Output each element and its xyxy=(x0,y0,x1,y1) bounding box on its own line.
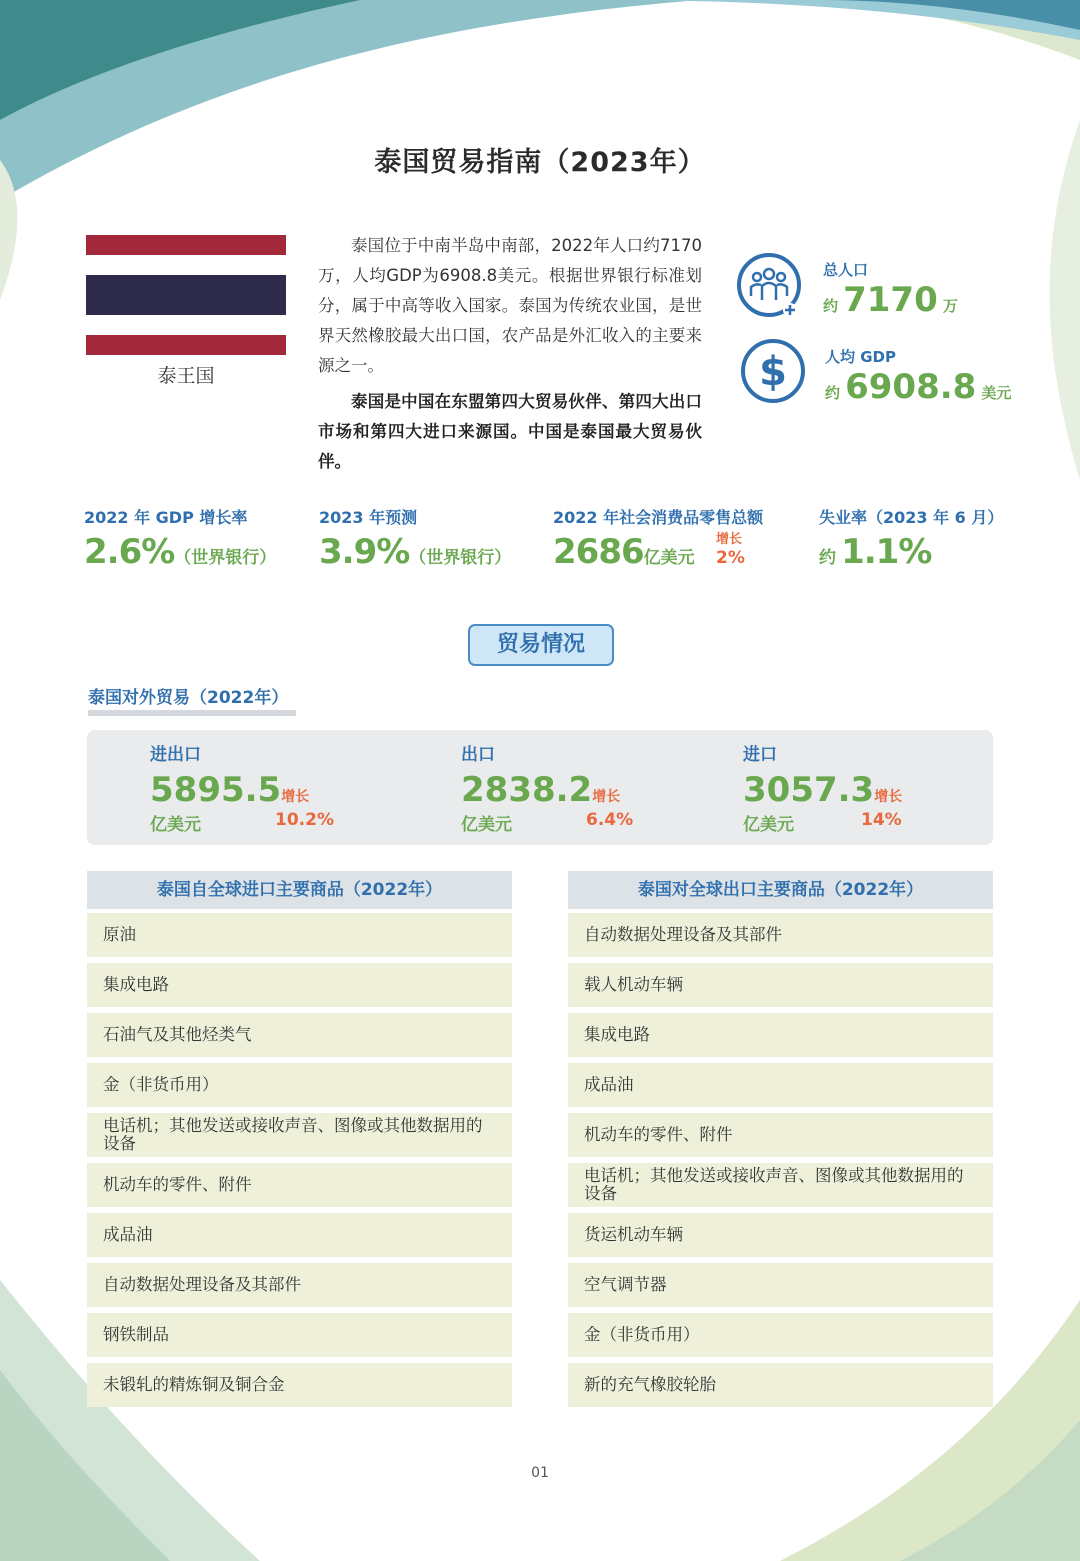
retail-growth-label: 增长 xyxy=(716,532,743,547)
table-row: 机动车的零件、附件 xyxy=(568,1113,993,1157)
gdp-growth-value: 2.6%（世界银行） xyxy=(84,532,277,572)
table-row: 成品油 xyxy=(87,1213,512,1257)
table-row: 自动数据处理设备及其部件 xyxy=(568,913,993,957)
trade-summary xyxy=(87,730,993,845)
retail-value: 2686亿美元 xyxy=(553,532,695,572)
table-row: 金（非货币用） xyxy=(568,1313,993,1357)
trade-total: 进出口 5895.5增长 亿美元 10.2% xyxy=(150,745,334,835)
table-row: 集成电路 xyxy=(87,963,512,1007)
population-label: 总人口 xyxy=(823,261,869,279)
intro-highlight: 泰国是中国在东盟第四大贸易伙伴、第四大出口市场和第四大进口来源国。中国是泰国最大贸易伙伴。 xyxy=(318,392,702,471)
table-row: 载人机动车辆 xyxy=(568,963,993,1007)
page-number: 01 xyxy=(531,1465,549,1481)
people-icon xyxy=(736,252,802,318)
table-row: 货运机动车辆 xyxy=(568,1213,993,1257)
table-row: 空气调节器 xyxy=(568,1263,993,1307)
retail-growth-value: 2% xyxy=(716,548,745,568)
table-row: 成品油 xyxy=(568,1063,993,1107)
table-row: 机动车的零件、附件 xyxy=(87,1163,512,1207)
trade-subtitle: 泰国对外贸易（2022年） xyxy=(88,683,296,716)
table-row: 未锻轧的精炼铜及铜合金 xyxy=(87,1363,512,1407)
table-row: 石油气及其他烃类气 xyxy=(87,1013,512,1057)
unemployment-label: 失业率（2023 年 6 月） xyxy=(819,508,1004,527)
svg-text:$: $ xyxy=(759,349,787,395)
country-name: 泰王国 xyxy=(157,365,215,387)
table-row: 电话机；其他发送或接收声音、图像或其他数据用的设备 xyxy=(568,1163,993,1207)
gdp-per-capita-label: 人均 GDP xyxy=(825,348,896,366)
unemployment-value: 约 1.1% xyxy=(819,532,932,572)
thailand-flag xyxy=(86,235,286,355)
exports-table-title: 泰国对全球出口主要商品（2022年） xyxy=(568,871,993,909)
table-row: 钢铁制品 xyxy=(87,1313,512,1357)
trade-export: 出口 2838.2增长 亿美元 6.4% xyxy=(461,745,634,835)
section-badge: 贸易情况 xyxy=(468,624,614,666)
imports-table xyxy=(87,871,512,1411)
trade-import: 进口 3057.3增长 亿美元 14% xyxy=(743,745,903,835)
imports-table-title: 泰国自全球进口主要商品（2022年） xyxy=(87,871,512,909)
table-row: 电话机；其他发送或接收声音、图像或其他数据用的设备 xyxy=(87,1113,512,1157)
intro-text xyxy=(318,231,702,483)
forecast-value: 3.9%（世界银行） xyxy=(319,532,512,572)
table-row: 金（非货币用） xyxy=(87,1063,512,1107)
population-value: 约 7170 万 xyxy=(823,280,958,320)
table-row: 新的充气橡胶轮胎 xyxy=(568,1363,993,1407)
gdp-per-capita-value: 约 6908.8 美元 xyxy=(825,367,1012,407)
intro-paragraph: 泰国位于中南半岛中南部，2022年人口约7170万，人均GDP为6908.8美元。根据世界银行标准划分，属于中高等收入国家。泰国为传统农业国，是世界天然橡胶最大出口国，农产品是外汇收入的主要来源之一。 xyxy=(318,236,702,375)
gdp-growth-label: 2022 年 GDP 增长率 xyxy=(84,508,248,527)
forecast-label: 2023 年预测 xyxy=(319,508,418,527)
retail-label: 2022 年社会消费品零售总额 xyxy=(553,508,764,527)
exports-table xyxy=(568,871,993,1411)
table-row: 原油 xyxy=(87,913,512,957)
dollar-icon xyxy=(740,338,806,404)
page-title: 泰国贸易指南（2023年） xyxy=(374,147,706,178)
table-row: 自动数据处理设备及其部件 xyxy=(87,1263,512,1307)
table-row: 集成电路 xyxy=(568,1013,993,1057)
